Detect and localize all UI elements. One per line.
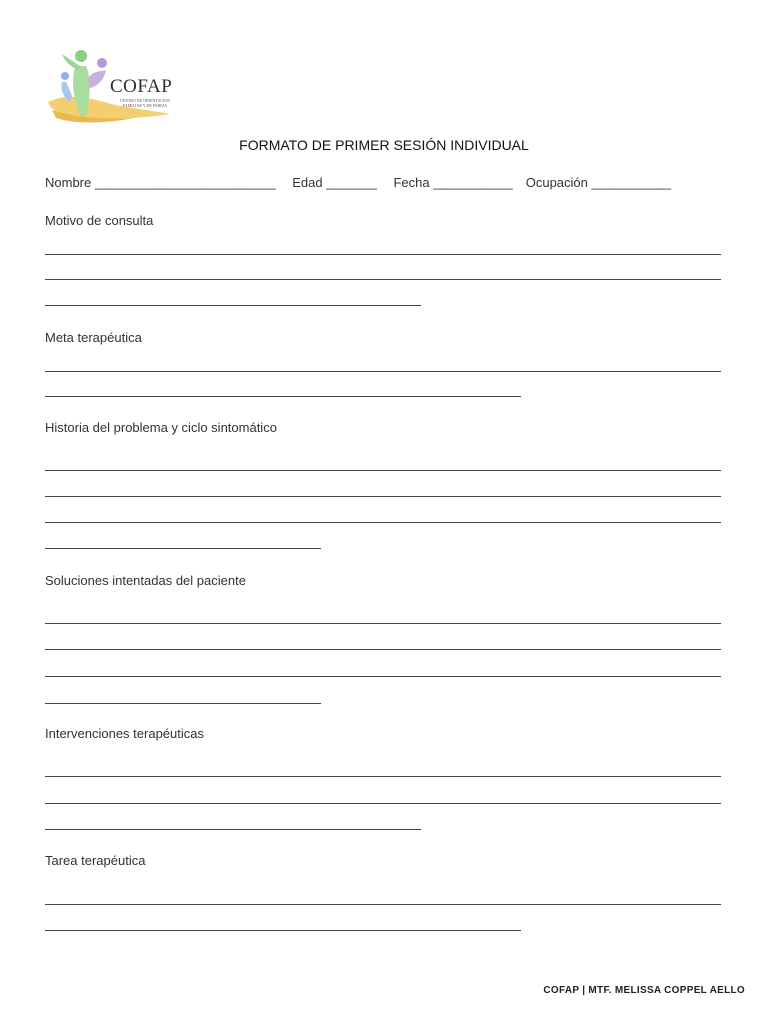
answer-line[interactable] bbox=[45, 548, 321, 549]
answer-line[interactable] bbox=[45, 279, 721, 280]
info-row bbox=[45, 175, 671, 190]
section-label-tarea: Tarea terapéutica bbox=[45, 853, 146, 868]
nombre-field[interactable]: Nombre _________________________ bbox=[45, 175, 276, 190]
answer-line[interactable] bbox=[45, 829, 421, 830]
logo-text: COFAP bbox=[110, 76, 173, 97]
answer-line[interactable] bbox=[45, 930, 521, 931]
answer-line[interactable] bbox=[45, 470, 721, 471]
answer-line[interactable] bbox=[45, 703, 321, 704]
answer-line[interactable] bbox=[45, 396, 521, 397]
answer-line[interactable] bbox=[45, 623, 721, 624]
answer-line[interactable] bbox=[45, 676, 721, 677]
answer-line[interactable] bbox=[45, 522, 721, 523]
cofap-logo bbox=[44, 44, 184, 126]
answer-line[interactable] bbox=[45, 305, 421, 306]
section-label-historia: Historia del problema y ciclo sintomático bbox=[45, 420, 277, 435]
form-title: FORMATO DE PRIMER SESIÓN INDIVIDUAL bbox=[239, 137, 529, 153]
answer-line[interactable] bbox=[45, 803, 721, 804]
section-label-intervenciones: Intervenciones terapéuticas bbox=[45, 726, 204, 741]
answer-line[interactable] bbox=[45, 776, 721, 777]
answer-line[interactable] bbox=[45, 371, 721, 372]
answer-line[interactable] bbox=[45, 496, 721, 497]
section-label-soluciones: Soluciones intentadas del paciente bbox=[45, 573, 246, 588]
fecha-field[interactable]: Fecha ___________ bbox=[393, 175, 513, 190]
section-label-motivo: Motivo de consulta bbox=[45, 213, 154, 228]
page-footer: COFAP | MTF. MELISSA COPPEL AELLO bbox=[543, 985, 745, 996]
answer-line[interactable] bbox=[45, 254, 721, 255]
section-label-meta: Meta terapéutica bbox=[45, 330, 142, 345]
ocupacion-field[interactable]: Ocupación ___________ bbox=[525, 175, 672, 190]
logo-subtitle: CENTRO DE ORIENTACION FAMILIAR Y DE PAREJA bbox=[119, 98, 171, 108]
answer-line[interactable] bbox=[45, 904, 721, 905]
edad-field[interactable]: Edad _______ bbox=[292, 175, 377, 190]
answer-line[interactable] bbox=[45, 649, 721, 650]
